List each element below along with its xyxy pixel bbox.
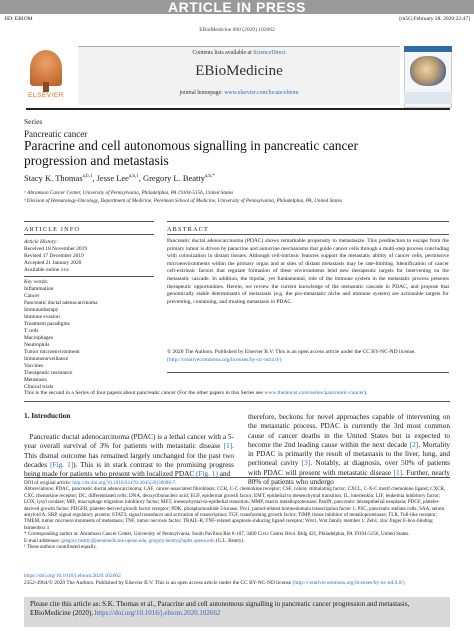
copyright-text: © 2020 The Authors. Published by Elsevier B.V. This is an open access article under the CC BY-NC-ND license. bbox=[167, 349, 416, 355]
article-title bbox=[24, 138, 424, 168]
author-affiliation-marker: a,b,* bbox=[205, 174, 215, 180]
series-note-suffix: ). bbox=[363, 390, 368, 396]
license-link[interactable]: (http://creativecommons.org/licenses/by-nc-nd/4.0/) bbox=[292, 580, 405, 586]
keyword: T cells bbox=[24, 328, 39, 334]
equal-contribution-note: ¹ These authors contributed equally. bbox=[24, 544, 97, 551]
email-link[interactable]: gregory.beatty@pennmedicine.upenn.edu, gregory.beatty@uphs.upenn.edu bbox=[61, 537, 215, 544]
intro-right-column bbox=[248, 412, 450, 486]
journal-id: JID: EBIOM bbox=[4, 16, 33, 22]
article-title-line-2: progression and metastasis bbox=[24, 153, 169, 168]
keyword: Immunotherapy bbox=[24, 307, 59, 313]
series-note-prefix: This is the second in a Series of four papers about pancreatic cancer (For the other papers in this Series see bbox=[24, 390, 265, 396]
info-rule bbox=[24, 234, 154, 235]
doi-prefix: DOI of original article: bbox=[24, 480, 73, 486]
contents-line bbox=[78, 50, 400, 56]
publisher-name: ELSEVIER bbox=[28, 92, 64, 99]
series-link[interactable]: www.thelancet.com/series/pancreatic-cancer bbox=[264, 390, 364, 396]
homepage-link[interactable]: www.elsevier.com/locate/ebiom bbox=[224, 90, 299, 96]
keyword: Therapeutic resistance bbox=[24, 370, 73, 376]
figure-link[interactable]: [Fig. 1] bbox=[50, 459, 74, 469]
abstract-copyright bbox=[167, 349, 449, 364]
keyword: Metastasis bbox=[24, 377, 47, 383]
affiliation-b: ᵇ Division of Hematology-Oncology, Department of Medicine, Perelman School of Medicine, University of Pennsylvania, Philadelphia, PA, United States bbox=[24, 198, 342, 204]
keyword: Treatment paradigms bbox=[24, 321, 70, 327]
keywords-title: Key words: bbox=[24, 279, 49, 285]
keyword: Neutrophils bbox=[24, 342, 50, 348]
history-item: Available online xxx bbox=[24, 267, 69, 273]
footnote-rule bbox=[24, 477, 450, 478]
footnotes bbox=[24, 480, 450, 550]
abstract-rule-bottom bbox=[167, 372, 449, 373]
license-link[interactable]: (http://creativecommons.org/licenses/by-nc-nd/4.0/) bbox=[167, 356, 282, 363]
homepage-line bbox=[78, 90, 400, 96]
citation-link[interactable]: [3] bbox=[301, 458, 311, 468]
journal-volume-line: EBioMedicine 000 (2020) 102662 bbox=[199, 27, 275, 33]
citation-link[interactable]: [2] bbox=[409, 439, 419, 449]
citation-prefix: Please cite this article as: S.K. Thomas et al., Paracrine and cell autonomous signalling in pancreatic cancer progression and metastasis, EBioMedicine (2020), bbox=[30, 600, 410, 617]
body-text: . Notably, at diagnosis, over 50% of patients with PDAC will present with metastatic disease bbox=[248, 458, 450, 477]
issn-text: 2352-3964/© 2020 The Authors. Published by Elsevier B.V. This is an open access article under the CC BY-NC-ND license bbox=[24, 580, 293, 586]
affiliation-a: ᵃ Abramson Cancer Center, University of Pennsylvania, Philadelphia, PA 19104-5156, United States bbox=[24, 190, 234, 196]
intro-left-column bbox=[24, 432, 234, 478]
abbreviations-note: Abbreviations: PDAC, pancreatic ductal adenocarcinoma; CAF, cancer-associated fibroblasts; CCR, C-C chemokine receptor; CSF, colony stimulating factor; CXCL, C-X-C motif chemokine ligand; CXCR, CXC chemokine receptor; DC, differentiated cells; DNA, deoxyribonucleic acid; EGF, epidermal growth factor; EMT, epithelial to mesenchymal transition; IL, interleukin; LIF, leukemia inhibitory factor; LOX, lysyl oxidase; MIF, macrophage migration inhibitory factor; MET, mesenchymal-to-epithelial transition; MMP, matrix metalloproteinase; PanIN, pancreatic intraepithelial neoplasia; PDGF, platelet-derived growth factor; PDGFR, platelet-derived growth factor receptor; PDK, phosphoinositide 3-kinase; Prx1, paired-related homeodomain transcription factor 1; PSC, pancreatic stellate cells; SAA, serum amyloid A; SRP, signal regulatory protein; STAT3, signal transducer and activation of transcription; TGF, transforming growth factor; TIMP, tissue inhibitor of metalloproteinase; TLR, Toll-like receptor; TMEM, tumor microenvironments of metastasis; TNF, tumor necrosis factor; TRAIL-R, TNF-related apoptosis-inducing ligand receptor; Wnt1, Wnt family member 1; Zeb1, zinc finger E-box-binding homeobox 1 bbox=[24, 486, 446, 531]
abstract-rule bbox=[167, 234, 449, 235]
keyword: Pancreatic ductal adenocarcinoma bbox=[24, 300, 98, 306]
body-text: ). This is in stark contrast to the promising progress being made for patients who present with localized PDAC bbox=[24, 459, 234, 479]
journal-title: EBioMedicine bbox=[195, 63, 283, 79]
article-doi-link[interactable]: https://doi.org/10.1016/j.ebiom.2020.102662 bbox=[24, 573, 121, 579]
author-affiliation-marker: a,b,1 bbox=[128, 174, 139, 180]
citation-link[interactable]: [1] bbox=[393, 467, 403, 477]
elsevier-tree-logo bbox=[30, 50, 62, 86]
reference-stamp: [m5G;February 28, 2020;22:47] bbox=[399, 16, 470, 22]
email-prefix: E-mail addresses: bbox=[24, 537, 62, 544]
banner-title: ARTICLE IN PRESS bbox=[168, 0, 306, 15]
series-note bbox=[24, 390, 449, 396]
section-divider bbox=[24, 401, 450, 402]
abstract-text: Pancreatic ductal adenocarcinoma (PDAC) shows remarkable propensity to metastasize. This predilection to escape from the primary tumor is driven by paracrine and autocrine mechanisms that guide cancer cells through a multi-step process concluding with colonization in distant tissues. Although cell-intrinsic features support the metastatic ability of cancer cells, permissive microenvironments within the primary organ and at sites of distant metastasis may be rate-limiting. Identification of cancer cell-extrinsic factors that regulate formation of these environments lend new therapeutic targets for intervening on the metastatic cascade. In addition, the bipolar, yet fundamental, role of the immune system in the metastatic process presents therapeutic opportunities. Herein, we review the current knowledge of the metastatic cascade in PDAC, and propose that genomically stable determinants of metastasis (e.g. the pro-metastatic niche and immune system) are actionable targets for preventing, containing, and treating metastasis in PDAC. bbox=[167, 238, 449, 305]
journal-cover-footer bbox=[404, 92, 452, 104]
body-text: and bbox=[217, 469, 231, 479]
author-list bbox=[24, 173, 215, 183]
keyword: Vaccines bbox=[24, 363, 44, 369]
journal-cover-header bbox=[404, 46, 452, 52]
elsevier-tree-trunk bbox=[43, 82, 49, 92]
journal-cover-artwork bbox=[410, 56, 446, 86]
history-title: Article History: bbox=[24, 239, 58, 245]
body-text: . Mortality in PDAC is primarily the result of metastasis to the liver, lung, and peritoneal cavity bbox=[248, 439, 451, 468]
article-title-line-1: Paracrine and cell autonomous signalling in pancreatic cancer bbox=[24, 138, 358, 153]
keyword: Cancer bbox=[24, 293, 40, 299]
body-text: . This dismal outcome has remained largely unchanged for the past two decades bbox=[24, 441, 234, 469]
abstract-rule-top bbox=[167, 221, 449, 222]
article-subject: Pancreatic cancer bbox=[24, 129, 88, 139]
author-name[interactable]: Stacy K. Thomas bbox=[24, 173, 83, 183]
history-item: Accepted 21 January 2020 bbox=[24, 260, 82, 266]
keywords-rule bbox=[24, 276, 154, 277]
keyword: Macrophages bbox=[24, 335, 54, 341]
figure-link[interactable]: (Fig. 1) bbox=[196, 469, 218, 479]
header-divider bbox=[26, 108, 450, 110]
article-type: Series bbox=[24, 117, 43, 126]
homepage-prefix: journal homepage: bbox=[179, 90, 225, 96]
body-text: . Further, nearly 80% of patients who undergo bbox=[248, 467, 450, 487]
body-text: Pancreatic ductal adenocarcinoma (PDAC) is a lethal cancer with a 5-year overall survival of 3% for patients with metastatic disease bbox=[24, 432, 234, 451]
keyword: Clinical trials bbox=[24, 384, 54, 390]
history-item: Revised 17 December 2019 bbox=[24, 253, 84, 259]
contents-prefix: Contents lists available at bbox=[192, 50, 254, 56]
body-text: therefore, beckons for novel approaches capable of intervening on the metastatic process. PDAC is currently the 3rd most common cause of cancer deaths in the United States but is expected to become the 2nd leading cause within the next decade bbox=[248, 412, 450, 449]
corresponding-author-note: * Corresponding author at: Abramson Cancer Center, University of Pennsylvania, South Pavilion Rm 8-107, 3400 Civic Center Blvd. Bldg 421, Philadelphia, PA 19104-5156, United States. bbox=[24, 531, 410, 538]
issn-line bbox=[24, 580, 450, 586]
author-affiliation-marker: a,b,1 bbox=[82, 174, 93, 180]
info-rule-top bbox=[24, 221, 154, 222]
citation-link[interactable]: [1] bbox=[223, 441, 233, 451]
abstract-label: ABSTRACT bbox=[167, 226, 209, 233]
citation-doi-link[interactable]: https://doi.org/10.1016/j.ebiom.2020.102662 bbox=[94, 609, 221, 617]
sciencedirect-link[interactable]: ScienceDirect bbox=[253, 50, 286, 56]
history-item: Received 18 November 2019 bbox=[24, 246, 88, 252]
author-name[interactable]: , Gregory L. Beatty bbox=[138, 173, 206, 183]
keyword: Tumor microenvironment bbox=[24, 349, 80, 355]
email-suffix: (G.L. Beatty). bbox=[214, 537, 245, 544]
author-name[interactable]: , Jesse Lee bbox=[92, 173, 129, 183]
keyword: Inflammation bbox=[24, 286, 54, 292]
original-article-link[interactable]: http://dx.doi.org/10.1016/S1470-2045(20)30088-7. bbox=[72, 480, 177, 486]
keyword: Immunosurveillance bbox=[24, 356, 69, 362]
keyword: Immune evasion bbox=[24, 314, 60, 320]
article-info-label: ARTICLE INFO bbox=[24, 226, 81, 233]
citation-text bbox=[30, 600, 444, 618]
section-heading: 1. Introduction bbox=[24, 412, 71, 420]
